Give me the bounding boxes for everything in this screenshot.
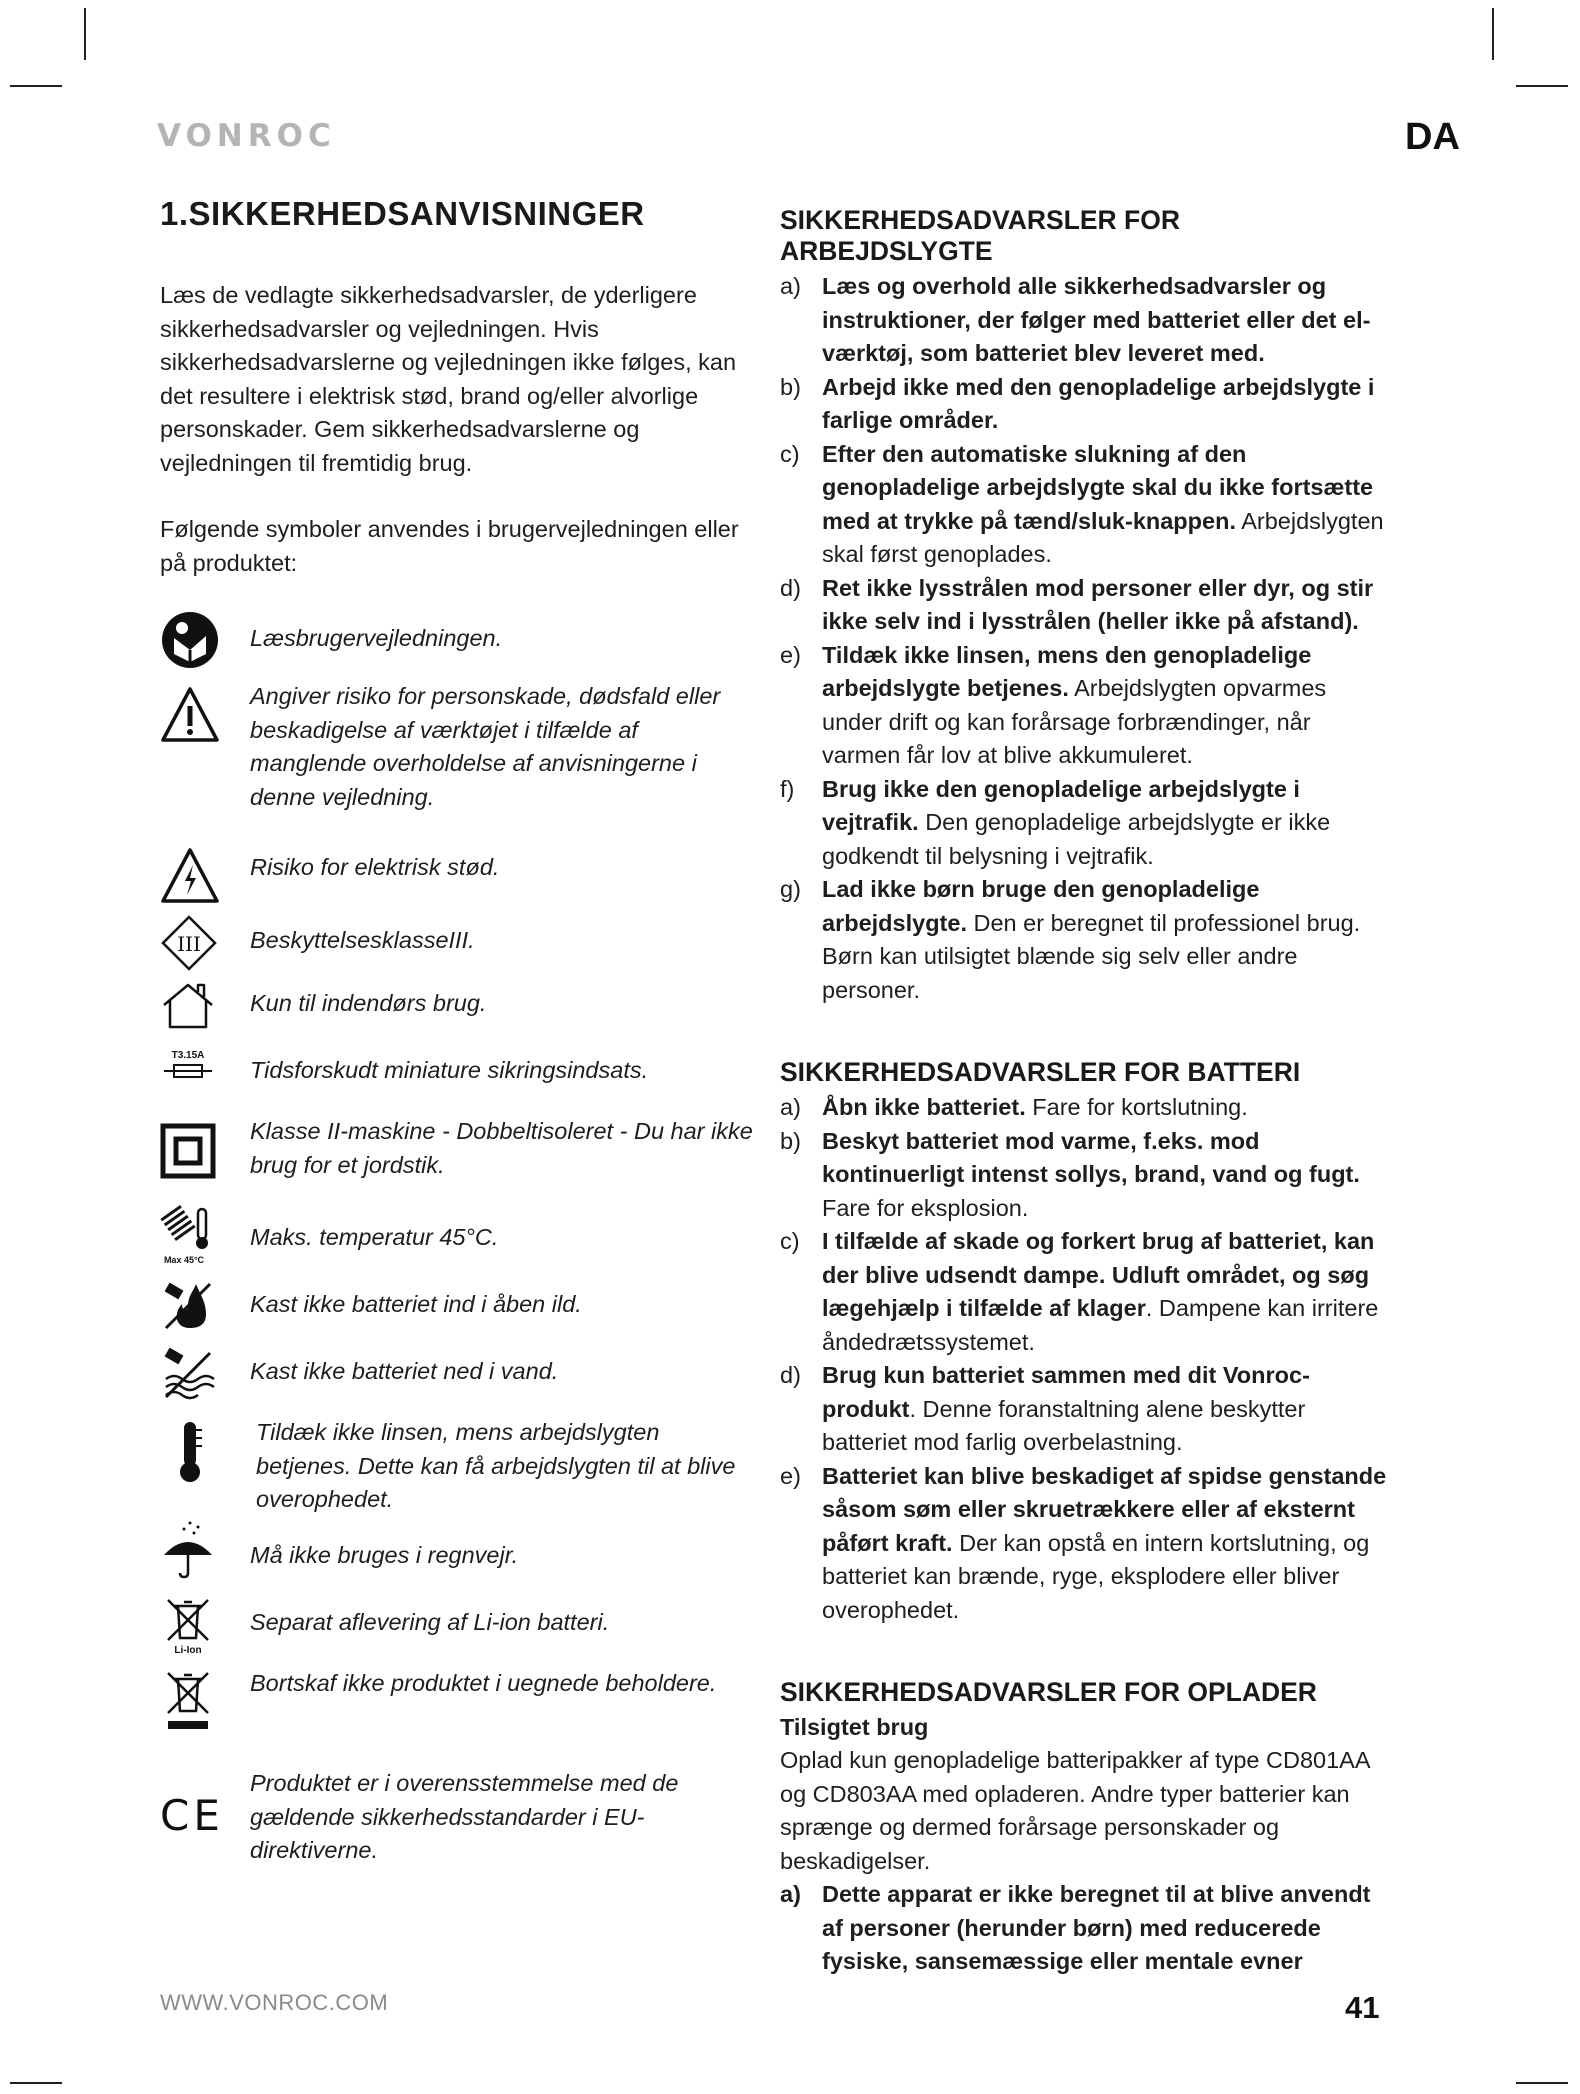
charger-subheading: Tilsigtet brug <box>780 1714 929 1740</box>
fuse-label: T3.15A <box>171 1050 205 1061</box>
li-ion-bin-icon <box>160 1596 216 1656</box>
symbol-text: Må ikke bruges i regnvejr. <box>250 1542 519 1568</box>
ce-mark-icon: CE <box>160 1791 224 1840</box>
protection-class-label: III <box>177 932 201 956</box>
section-title: 1.SIKKERHEDSANVISNINGER <box>160 195 645 232</box>
symbol-row <box>160 1215 760 1282</box>
right-column <box>780 205 1390 1979</box>
brand-logo: VONROC <box>157 118 336 154</box>
symbols-intro: Følgende symboler anvendes i brugervejledningen eller på produktet: <box>160 516 739 576</box>
symbol-row <box>160 1600 760 1667</box>
footer-url: WWW.VONROC.COM <box>160 1990 389 2015</box>
symbol-row <box>160 1416 760 1533</box>
worklight-heading: SIKKERHEDSADVARSLER FOR ARBEJDSLYGTE <box>780 205 1180 266</box>
crop-mark <box>1516 85 1568 87</box>
symbol-text: BeskyttelsesklasseIII. <box>250 927 475 953</box>
crop-mark <box>84 8 86 60</box>
read-manual-icon <box>160 610 220 670</box>
symbol-row <box>160 981 760 1048</box>
li-ion-label: Li-Ion <box>174 1645 202 1656</box>
list-item: b) Arbejd ikke med den genopladelige arbejdslygte i farlige områder. <box>780 373 1375 433</box>
page-number: 41 <box>1345 1990 1380 2025</box>
worklight-section <box>780 205 1390 1007</box>
crop-mark <box>10 85 62 87</box>
thermometer-icon <box>170 1420 210 1484</box>
battery-heading: SIKKERHEDSADVARSLER FOR BATTERI <box>780 1057 1301 1087</box>
no-fire-icon <box>160 1278 216 1334</box>
symbol-text: Tildæk ikke linsen, mens arbejdslygten betjenes. Dette kan få arbejdslygten til at blive overophedet. <box>256 1419 736 1512</box>
max-temperature-icon <box>160 1205 216 1265</box>
crossed-bin-icon <box>160 1667 216 1731</box>
symbol-text: Kast ikke batteriet ind i åben ild. <box>250 1291 582 1317</box>
list-item: a) Læs og overhold alle sikkerhedsadvarsler og instruktioner, der følger med batteriet eller det el-værktøj, som batteriet blev leveret med. <box>780 273 1371 366</box>
symbol-text: Klasse II-maskine - Dobbeltisoleret - Du har ikke brug for et jordstik. <box>250 1118 753 1178</box>
fuse-icon <box>160 1048 216 1088</box>
symbol-text: Læsbrugervejledningen. <box>250 625 503 651</box>
symbol-text: Kast ikke batteriet ned i vand. <box>250 1358 559 1384</box>
symbol-row <box>160 847 760 914</box>
symbol-row <box>160 1048 760 1115</box>
symbol-text: Tidsforskudt miniature sikringsindsats. <box>250 1057 649 1083</box>
crop-mark <box>1492 8 1494 60</box>
list-item: e) Batteriet kan blive beskadiget af spidse genstande såsom søm eller skruetrækkere eller af eksternt påført kraft. Der kan opstå en intern kortslutning, og batteriet kan brænde, ryge, eksplodere eller bliver overophedet. <box>780 1462 1387 1623</box>
left-column <box>160 195 760 1867</box>
crop-mark <box>10 2082 62 2084</box>
list-item: e) Tildæk ikke linsen, mens den genopladelige arbejdslygte betjenes. Arbejdslygten opvarmes under drift og kan forårsage forbrændinger, når varmen får lov at blive akkumuleret. <box>780 641 1327 768</box>
class-ii-icon <box>160 1123 216 1179</box>
umbrella-icon <box>160 1519 216 1579</box>
charger-heading: SIKKERHEDSADVARSLER FOR OPLADER <box>780 1677 1317 1707</box>
symbol-text: Produktet er i overensstemmelse med de gældende sikkerhedsstandarder i EU-direktiverne. <box>250 1770 679 1863</box>
symbol-row <box>160 680 760 847</box>
symbol-text: Separat aflevering af Li-ion batteri. <box>250 1609 610 1635</box>
battery-section <box>780 1057 1390 1627</box>
no-water-icon <box>160 1345 216 1401</box>
list-item: f) Brug ikke den genopladelige arbejdslygte i vejtrafik. Den genopladelige arbejdslygte er ikke godkendt til belysning i vejtrafik. <box>780 775 1331 869</box>
symbol-text: Angiver risiko for personskade, dødsfald eller beskadigelse af værktøjet i tilfælde af manglende overholdelse af anvisningerne i denne vejledning. <box>250 683 721 810</box>
charger-intro: Oplad kun genopladelige batteripakker af type CD801AA og CD803AA med opladeren. Andre typer batterier kan sprænge og dermed forårsage personskader og beskadigelser. <box>780 1747 1370 1874</box>
symbol-row <box>160 1533 760 1600</box>
list-item: g) Lad ikke børn bruge den genopladelige arbejdslygte. Den er beregnet til professionel brug. Børn kan utilsigtet blænde sig selv eller andre personer. <box>780 876 1361 1003</box>
charger-section <box>780 1677 1390 1979</box>
language-code: DA <box>1405 116 1460 158</box>
symbol-row <box>160 1349 760 1416</box>
indoor-use-icon <box>160 981 216 1031</box>
symbol-text: Maks. temperatur 45°C. <box>250 1224 499 1250</box>
list-item: c) I tilfælde af skade og forkert brug af batteriet, kan der blive udsendt dampe. Udluft området, og søg lægehjælp i tilfælde af klager. Dampene kan irritere åndedrætssystemet. <box>780 1228 1379 1355</box>
symbol-text: Risiko for elektrisk stød. <box>250 854 500 880</box>
symbol-row <box>160 1115 760 1215</box>
symbol-row <box>160 914 760 981</box>
warning-triangle-icon <box>160 686 220 744</box>
symbol-text: Bortskaf ikke produktet i uegnede beholdere. <box>250 1670 717 1696</box>
protection-class-iii-icon <box>160 914 218 972</box>
list-item: d) Brug kun batteriet sammen med dit Vonroc-produkt. Denne foranstaltning alene beskytter batteriet mod farlig overbelastning. <box>780 1362 1310 1455</box>
list-item: b) Beskyt batteriet mod varme, f.eks. mod kontinuerligt intenst sollys, brand, vand og fugt. Fare for eksplosion. <box>780 1127 1360 1221</box>
list-item: a) Dette apparat er ikke beregnet til at blive anvendt af personer (herunder børn) med reducerede fysiske, sansemæssige eller mentale evner <box>780 1881 1371 1974</box>
list-item: c) Efter den automatiske slukning af den genopladelige arbejdslygte skal du ikke fortsætte med at trykke på tænd/sluk-knappen. Arbejdslygten skal først genoplades. <box>780 440 1384 567</box>
max-temp-label: Max 45°C <box>163 1255 205 1265</box>
list-item: a) Åbn ikke batteriet. Fare for kortslutning. <box>780 1094 1248 1120</box>
intro-paragraph: Læs de vedlagte sikkerhedsadvarsler, de yderligere sikkerhedsadvarsler og vejledningen. Hvis sikkerhedsadvarslerne og vejledningen ikke følges, kan det resultere i elektrisk stød, brand og/eller alvorlige personskader. Gem sikkerhedsadvarslerne og vejledningen til fremtidig brug. <box>160 282 737 476</box>
symbol-row <box>160 1767 760 1867</box>
symbol-row <box>160 1667 760 1767</box>
list-item: d) Ret ikke lysstrålen mod personer eller dyr, og stir ikke selv ind i lysstrålen (heller ikke på afstand). <box>780 574 1374 634</box>
symbol-row <box>160 610 760 680</box>
symbol-row <box>160 1282 760 1349</box>
electric-shock-icon <box>160 847 220 905</box>
symbol-text: Kun til indendørs brug. <box>250 990 487 1016</box>
crop-mark <box>1516 2082 1568 2084</box>
